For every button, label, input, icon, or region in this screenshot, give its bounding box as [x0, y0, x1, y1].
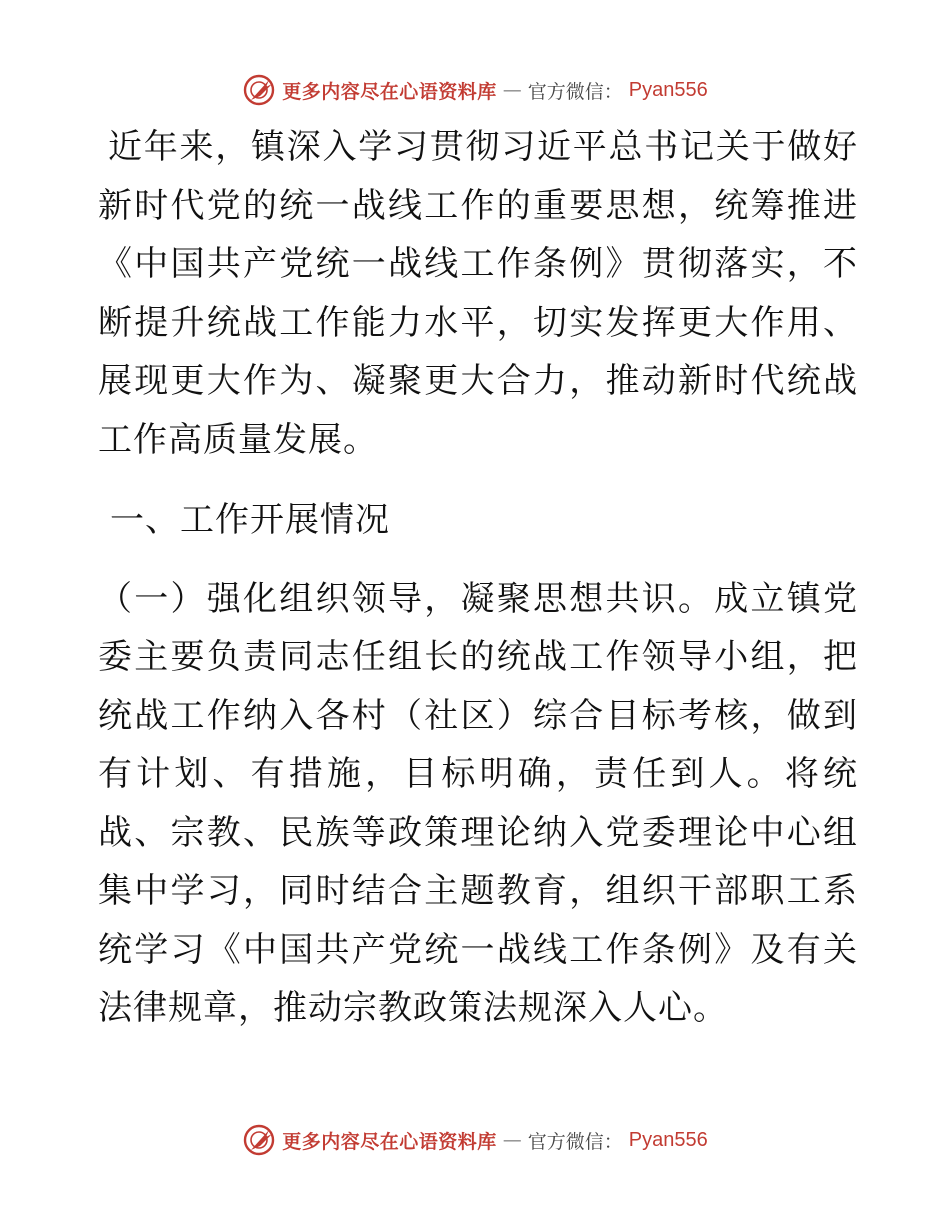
paragraph-intro: 近年来，镇深入学习贯彻习近平总书记关于做好新时代党的统一战线工作的重要思想，统筹推进《中国共产党统一战线工作条例》贯彻落实，不断提升统战工作能力水平，切实发挥更大作用、展现更大作为、凝聚更大合力，推动新时代统战工作高质量发展。 [98, 127, 858, 460]
quill-circle-icon [242, 1123, 276, 1157]
footer-wechat-id: Pyan556 [628, 1128, 708, 1151]
header-wechat-id: Pyan556 [628, 78, 708, 101]
footer-dash: — [502, 1129, 522, 1151]
body-text [98, 118, 858, 1038]
section-heading: 一、工作开展情况 [110, 500, 390, 540]
paragraph-section-1: （一）强化组织领导，凝聚思想共识。成立镇党委主要负责同志任组长的统战工作领导小组，把统战工作纳入各村（社区）综合目标考核，做到有计划、有措施，目标明确，责任到人。将统战、宗教、民族等政策理论纳入党委理论中心组集中学习，同时结合主题教育，组织干部职工系统学习《中国共产党统一战线工作条例》及有关法律规章，推动宗教政策法规深入人心。 [98, 578, 858, 1028]
quill-circle-icon [242, 73, 276, 107]
header-banner [0, 70, 950, 110]
header-brand-text: 更多内容尽在心语资料库 [282, 80, 497, 103]
footer-banner [0, 1120, 950, 1160]
footer-brand-text: 更多内容尽在心语资料库 [282, 1130, 497, 1153]
header-official-text: 官方微信： [527, 80, 623, 103]
header-dash: — [502, 79, 522, 101]
footer-official-text: 官方微信： [527, 1130, 623, 1153]
